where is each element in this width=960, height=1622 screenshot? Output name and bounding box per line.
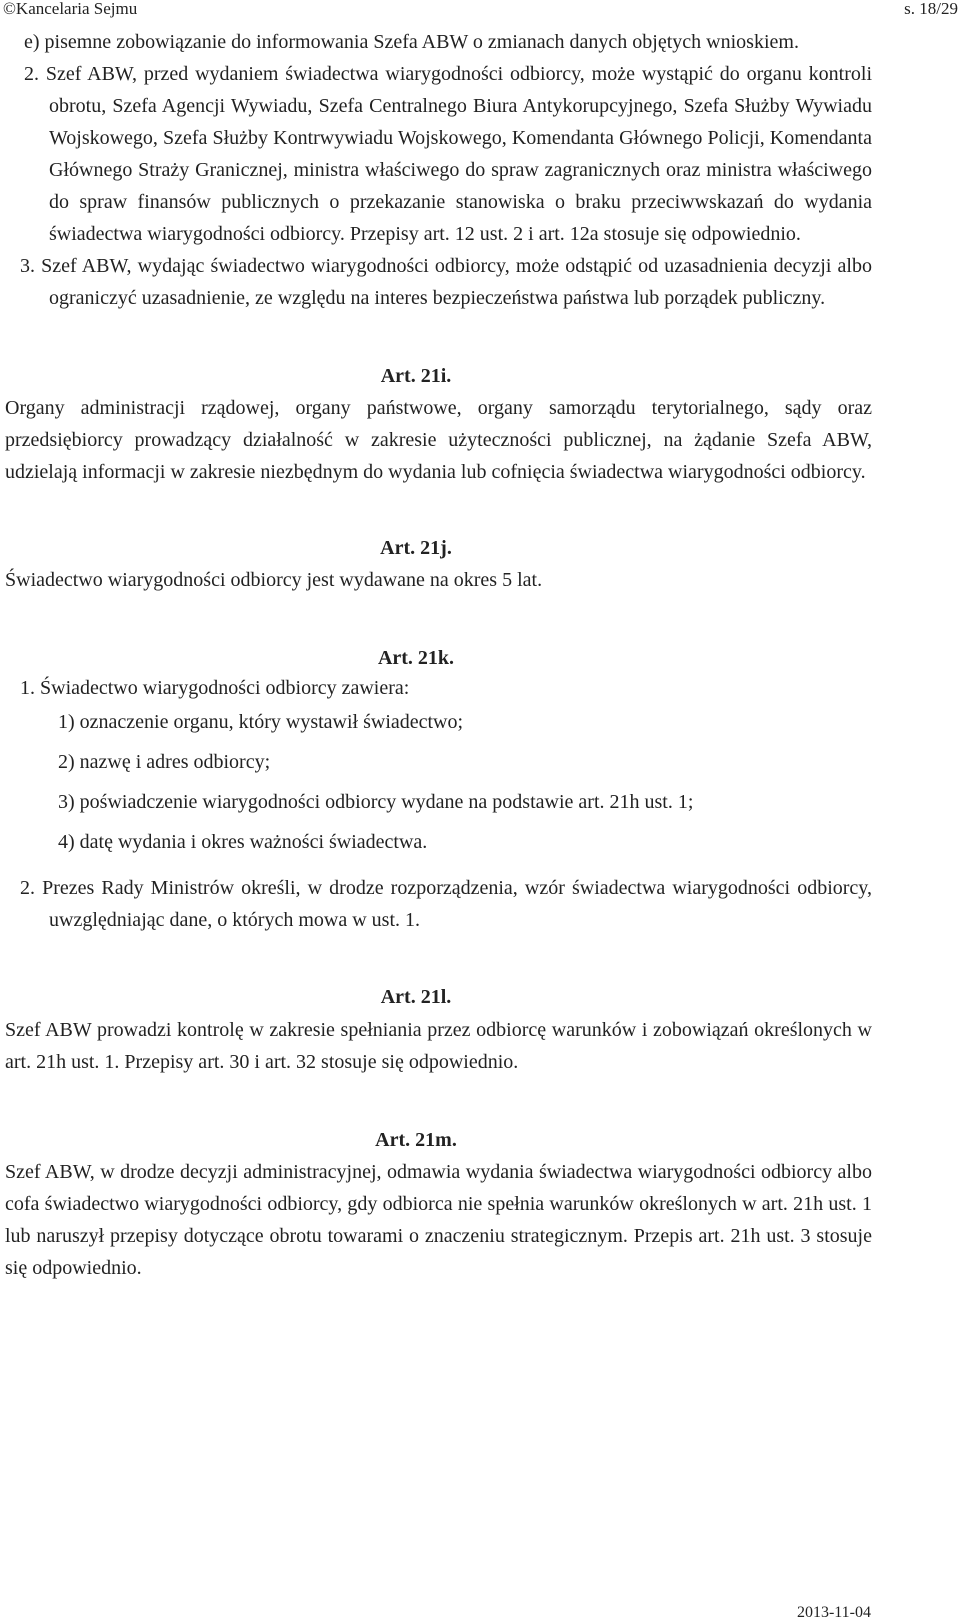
art-21m-text: Szef ABW, w drodze decyzji administracyjnej, odmawia wydania świadectwa wiarygodności odbiorcy albo cofa świadectwo wiarygodności odbiorcy, gdy odbiorca nie spełnia warunków określonych w art. 21h ust. 1 lub naruszył przepisy dotyczące obrotu towarami o znaczeniu strategicznym. Przepis art. 21h ust. 3 stosuje się odpowiednio. (5, 1161, 872, 1279)
art-21l-text: Szef ABW prowadzi kontrolę w zakresie spełniania przez odbiorcę warunków i zobowiązań określonych w art. 21h ust. 1. Przepisy art. 30 i art. 32 stosuje się odpowiednio. (5, 1019, 872, 1073)
paragraph-3: 3. Szef ABW, wydając świadectwo wiarygodności odbiorcy, może odstąpić od uzasadnienia decyzji albo ograniczyć uzasadnienie, ze względu na interes bezpieczeństwa państwa lub porządek publiczny. (20, 255, 872, 309)
art-21k-item-4: 4) datę wydania i okres ważności świadectwa. (58, 831, 428, 853)
paragraph-2: 2. Szef ABW, przed wydaniem świadectwa wiarygodności odbiorcy, może wystąpić do organu kontroli obrotu, Szefa Agencji Wywiadu, Szefa Centralnego Biura Antykorupcyjnego, Szefa Służby Wywiadu Wojskowego, Szefa Służby Kontrwywiadu Wojskowego, Komendanta Głównego Policji, Komendanta Głównego Straży Granicznej, ministra właściwego do spraw zagranicznych oraz ministra właściwego do spraw finansów publicznych o przekazanie stanowiska o braku przeciwwskazań do wydania świadectwa wiarygodności odbiorcy. Przepisy art. 12 ust. 2 i art. 12a stosuje się odpowiednio. (24, 63, 872, 245)
copyright-label: ©Kancelaria Sejmu (3, 0, 138, 18)
art-21k-title: Art. 21k. (377, 647, 455, 669)
art-21m-title: Art. 21m. (375, 1129, 457, 1151)
page-header (0, 0, 960, 22)
art-21j-title: Art. 21j. (380, 537, 452, 559)
page-number: s. 18/29 (904, 0, 958, 18)
art-21i-title: Art. 21i. (380, 365, 452, 387)
art-21j-text: Świadectwo wiarygodności odbiorcy jest wydawane na okres 5 lat. (5, 569, 543, 591)
art-21k-paragraph-1: 1. Świadectwo wiarygodności odbiorcy zawiera: (20, 677, 410, 699)
art-21k-item-1: 1) oznaczenie organu, który wystawił świadectwo; (58, 711, 464, 733)
art-21l-title: Art. 21l. (380, 986, 452, 1008)
art-21k-item-2: 2) nazwę i adres odbiorcy; (58, 751, 271, 773)
item-e: e) pisemne zobowiązanie do informowania Szefa ABW o zmianach danych objętych wnioskiem. (24, 31, 799, 53)
footer-date: 2013-11-04 (796, 1604, 871, 1621)
document-body (0, 26, 960, 1284)
art-21k-item-3: 3) poświadczenie wiarygodności odbiorcy wydane na podstawie art. 21h ust. 1; (58, 791, 694, 813)
art-21i-text: Organy administracji rządowej, organy państwowe, organy samorządu terytorialnego, sądy oraz przedsiębiorcy prowadzący działalność w zakresie użyteczności publicznej, na żądanie Szefa ABW, udzielają informacji w zakresie niezbędnym do wydania lub cofnięcia świadectwa wiarygodności odbiorcy. (5, 397, 872, 483)
art-21k-paragraph-2: 2. Prezes Rady Ministrów określi, w drodze rozporządzenia, wzór świadectwa wiarygodności odbiorcy, uwzględniając dane, o których mowa w ust. 1. (20, 877, 872, 931)
